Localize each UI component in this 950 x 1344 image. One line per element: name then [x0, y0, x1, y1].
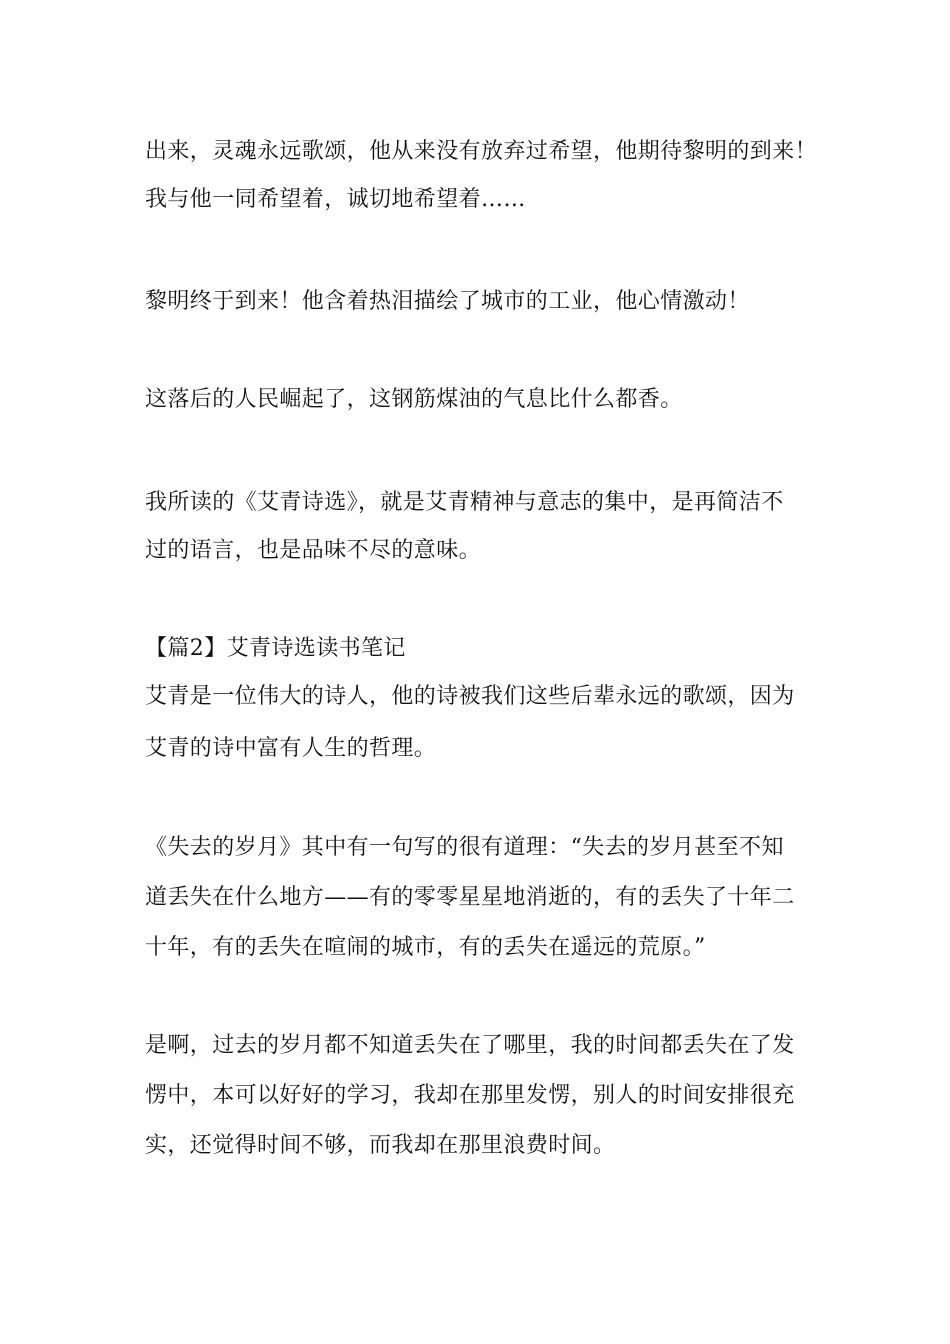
text-line: 这落后的人民崛起了，这钢筋煤油的气息比什么都香。	[145, 387, 683, 412]
section-heading: 【篇2】艾青诗选读书笔记	[145, 636, 406, 661]
text-line: 艾青是一位伟大的诗人，他的诗被我们这些后辈永远的歌颂，因为	[145, 684, 795, 709]
text-line: 出来，灵魂永远歌颂，他从来没有放弃过希望，他期待黎明的到来！	[145, 139, 818, 164]
text-line: 我所读的《艾青诗选》，就是艾青精神与意志的集中，是再简洁不	[145, 490, 784, 515]
text-line: 过的语言，也是品味不尽的意味。	[145, 538, 482, 563]
text-line: 十年，有的丢失在喧闹的城市，有的丢失在遥远的荒原。”	[145, 935, 706, 960]
text-line: 实，还觉得时间不够，而我却在那里浪费时间。	[145, 1133, 616, 1158]
text-line: 愣中，本可以好好的学习，我却在那里发愣，别人的时间安排很充	[145, 1083, 795, 1108]
text-line: 《失去的岁月》其中有一句写的很有道理：“失去的岁月甚至不知	[145, 835, 784, 860]
text-line: 道丢失在什么地方——有的零零星星地消逝的，有的丢失了十年二	[145, 885, 795, 910]
text-line: 艾青的诗中富有人生的哲理。	[145, 736, 437, 761]
text-line: 我与他一同希望着，诚切地希望着……	[145, 187, 526, 212]
text-line: 黎明终于到来！他含着热泪描绘了城市的工业，他心情激动！	[145, 289, 750, 314]
text-line: 是啊，过去的岁月都不知道丢失在了哪里，我的时间都丢失在了发	[145, 1033, 795, 1058]
